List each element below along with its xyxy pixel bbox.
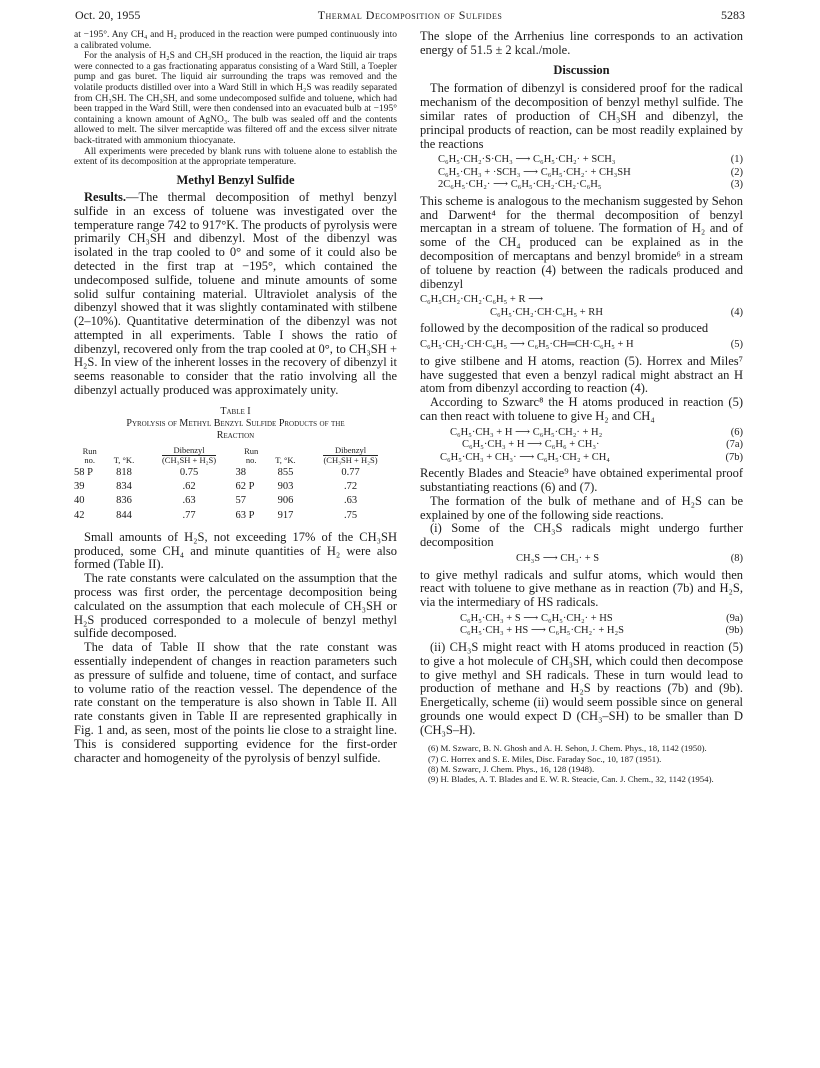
equation: C₆H₅·CH₃ + H ⟶ C₆H₅·CH₂· + H₂ (6): [450, 426, 743, 438]
table-label: Table I: [220, 405, 251, 417]
reference: (8) M. Szwarc, J. Chem. Phys., 16, 128 (1948).: [428, 763, 595, 774]
equation-block: [420, 154, 743, 192]
paragraph: The slope of the Arrhenius line corresponds to an activation energy of 51.5 ± 2 kcal./mole.: [420, 29, 743, 57]
equation: C₆H₅·CH₂·CH·C₆H₅ + RH (4): [490, 306, 743, 318]
table-caption: [74, 418, 397, 442]
equation: C₆H₅·CH₃ + ·SCH₃ ⟶ C₆H₅·CH₂· + CH₃SH (2): [438, 166, 743, 178]
results-text: [74, 191, 397, 398]
paragraph: For the analysis of H₂S and CH₃SH produced in the reaction, the liquid air traps were connected to a gas fractionating apparatus consisting of a Ward Still, a Toepler pump and gas buret. The liquid air surrounding the traps was removed and the volatile products distilled over into a Ward Still in which H₂S was readily separated from CH₃SH. The CH₃SH, and some undecomposed sulfide and toluene, which had been trapped in the Ward Still, were then condensed into an evacuated bulb at −195° containing a known amount of AgNO₃. The bulb was sealed off and the contents allowed to melt. The silver mercaptide was filtered off and the excess silver nitrate back-titrated with ammonium thiocyanate.: [74, 51, 397, 146]
col-header-ratio: Dibenzyl (CH₃SH + H₂S): [323, 445, 378, 466]
references: [420, 743, 743, 784]
header-title: Thermal Decomposition of Sulfides: [317, 8, 503, 22]
paragraph: at −195°. Any CH₄ and H₂ produced in the reaction were pumped continuously into a calibrated volume.: [74, 30, 397, 51]
table-row: 40 836 .63 57 906 .63: [74, 495, 358, 507]
paragraph: to give stilbene and H atoms, reaction (5). Horrex and Miles⁷ have suggested that even a benzyl radical might abstract an H atom from dibenzyl according to reaction (4).: [420, 353, 743, 396]
paragraph: This scheme is analogous to the mechanism suggested by Sehon and Darwent⁴ for the thermal decomposition of benzyl mercaptan in a stream of toluene. The formation of H₂ and of some of the CH₄ produced can be explained as in the decomposition of mercaptans and benzyl bromide⁶ in a stream of toluene by reaction (4) between the radicals produced and dibenzyl: [420, 193, 743, 291]
paragraph: followed by the decomposition of the radical so produced: [420, 321, 709, 336]
paragraph: The formation of dibenzyl is considered proof for the radical mechanism of the decomposition of benzyl methyl sulfide. The similar rates of production of CH₃SH and dibenzyl, the principal products of reaction, can be most readily explained by the reactions: [420, 81, 743, 151]
paragraph: The rate constants were calculated on the assumption that the process was first order, the percentage decomposition being calculated on the assumption that each molecule of CH₃SH or H₂S produced corresponded to a molecule of benzyl methyl sulfide decomposed.: [74, 571, 397, 641]
equation-block: [420, 294, 743, 319]
reference: (6) M. Szwarc, B. N. Ghosh and A. H. Sehon, J. Chem. Phys., 18, 1142 (1950).: [428, 743, 707, 754]
left-column: [74, 30, 397, 765]
col-header-ratio: Dibenzyl (CH₃SH + H₂S): [161, 445, 217, 466]
paragraph: (ii) CH₃S might react with H atoms produced in reaction (5) to give a hot molecule of CH₃SH, which could then decompose to give methyl and SH radicals. These in turn would lead to production of methane and H₂S by reactions (7b) and (9b). Energetically, scheme (ii) would seem possible since on general grounds one would expect D (CH₃–SH) to be smaller than D (CH₃S–H).: [420, 639, 743, 737]
paragraph: (i) Some of the CH₃S radicals might undergo further decomposition: [420, 521, 743, 550]
experimental-text: [74, 30, 397, 168]
section-heading: Discussion: [553, 62, 610, 77]
paragraph: to give methyl radicals and sulfur atoms, which would then react with toluene to give methane as in reaction (7b) and H₂S, via the intermediary of HS radicals.: [420, 567, 743, 610]
table-row: 42 844 .77 63 P 917 .75: [74, 509, 358, 521]
equation: C₆H₅·CH₃ + CH₃· ⟶ C₆H₅·CH₂ + CH₄ (7b): [440, 451, 743, 463]
paragraph: Recently Blades and Steacie⁹ have obtained experimental proof substantiating reactions (6) and (7).: [420, 466, 743, 495]
results-text-continued: [74, 531, 397, 766]
col-header-run: Run no.: [82, 446, 97, 466]
col-header-run: Run no.: [244, 446, 259, 466]
equation-block: [420, 553, 743, 566]
right-column: [420, 30, 743, 784]
equation-block: [420, 339, 743, 352]
equation: C₆H₅·CH₃ + H ⟶ C₆H₆ + CH₃· (7a): [462, 439, 743, 451]
table-caption-line: Reaction: [216, 430, 255, 442]
reference: (9) H. Blades, A. T. Blades and E. W. R. Steacie, Can. J. Chem., 32, 1142 (1954).: [428, 774, 714, 785]
table-row: 39 834 .62 62 P 903 .72: [74, 481, 358, 493]
table-caption-line: Pyrolysis of Methyl Benzyl Sulfide Products of the: [126, 418, 345, 430]
paragraph: According to Szwarc⁸ the H atoms produced in reaction (5) can then react with toluene to give H₂ and CH₄: [420, 395, 743, 423]
equation: CH₃S ⟶ CH₃· + S (8): [516, 553, 743, 565]
header-page-number: 5283: [721, 8, 745, 22]
equation-block: [420, 427, 743, 465]
equation: C₆H₅·CH₂·CH·C₆H₅ ⟶ C₆H₅·CH═CH·C₆H₅ + H (5): [420, 339, 743, 351]
paragraph: Small amounts of H₂S, not exceeding 17% of the CH₃SH produced, some CH₄ and minute quantities of H₂ were also formed (Table II).: [74, 529, 397, 572]
equation: 2C₆H₅·CH₂· ⟶ C₆H₅·CH₂·CH₂·C₆H₅ (3): [438, 179, 743, 191]
paragraph: [74, 191, 397, 398]
paragraph: All experiments were preceded by blank runs with toluene alone to establish the extent of its decomposition at the appropriate temperature.: [74, 146, 397, 168]
table-row: 58 P 818 0.75 38 855 0.77: [74, 467, 360, 479]
paragraph-body: —The thermal decomposition of methyl benzyl sulfide in an excess of toluene was investigated over the temperature range 742 to 917°K. The products of pyrolysis were primarily CH₃SH and dibenzyl. Most of the dibenzyl was isolated in the trap cooled to 0° and some of it could also be detected in the first trap at −195°, which contained the undecomposed sulfide, toluene and minute amounts of some solid sulfur containing material. Ultraviolet analysis of the dibenzyl showed that it was slightly contaminated with stilbene (2–10%). Quantitative determination of the dibenzyl was not attempted in all experiments. Table I shows the ratio of dibenzyl, recovered only from the trap cooled at 0°, to CH₃SH + H₂S. In view of the inherent losses in the recovery of dibenzyl it seems reasonable to consider that the ratio involving all the dibenzyl actually produced was approximately unity.: [74, 189, 397, 398]
reference: (7) C. Horrex and S. E. Miles, Disc. Faraday Soc., 10, 187 (1951).: [428, 753, 662, 764]
col-header-temp: T, °K.: [113, 455, 135, 466]
col-header-temp: T, °K.: [275, 455, 296, 466]
equation-block: [420, 613, 743, 638]
paragraph: The data of Table II show that the rate constant was essentially independent of changes in reaction parameters such as pressure of sulfide and toluene, time of contact, and surface to volume ratio of the reaction vessel. The dependence of the rate constant on the temperature is also shown in Table II. All rate constants given in Table II are represented graphically in Fig. 1 and, as seen, most of the points lie close to a straight line. This is considered supporting evidence for the first-order character and homogeneity of the pyrolysis of benzyl sulfide.: [74, 640, 397, 765]
equation: C₆H₅·CH₃ + S ⟶ C₆H₅·CH₂· + HS (9a): [460, 612, 743, 624]
paragraph: The formation of the bulk of methane and of H₂S can be explained by one of the following side reactions.: [420, 493, 743, 522]
section-heading: Methyl Benzyl Sulfide: [176, 172, 295, 187]
run-in-heading: Results.: [84, 189, 127, 204]
page-header: [75, 8, 745, 26]
equation: C₆H₅·CH₃ + HS ⟶ C₆H₅·CH₂· + H₂S (9b): [460, 625, 743, 637]
header-date: Oct. 20, 1955: [75, 8, 141, 22]
equation: C₆H₅·CH₂·S·CH₃ ⟶ C₆H₅·CH₂· + SCH₃ (1): [438, 154, 743, 166]
table-1: [74, 445, 397, 523]
equation: C₆H₅CH₂·CH₂·C₆H₅ + R ⟶: [420, 294, 544, 306]
